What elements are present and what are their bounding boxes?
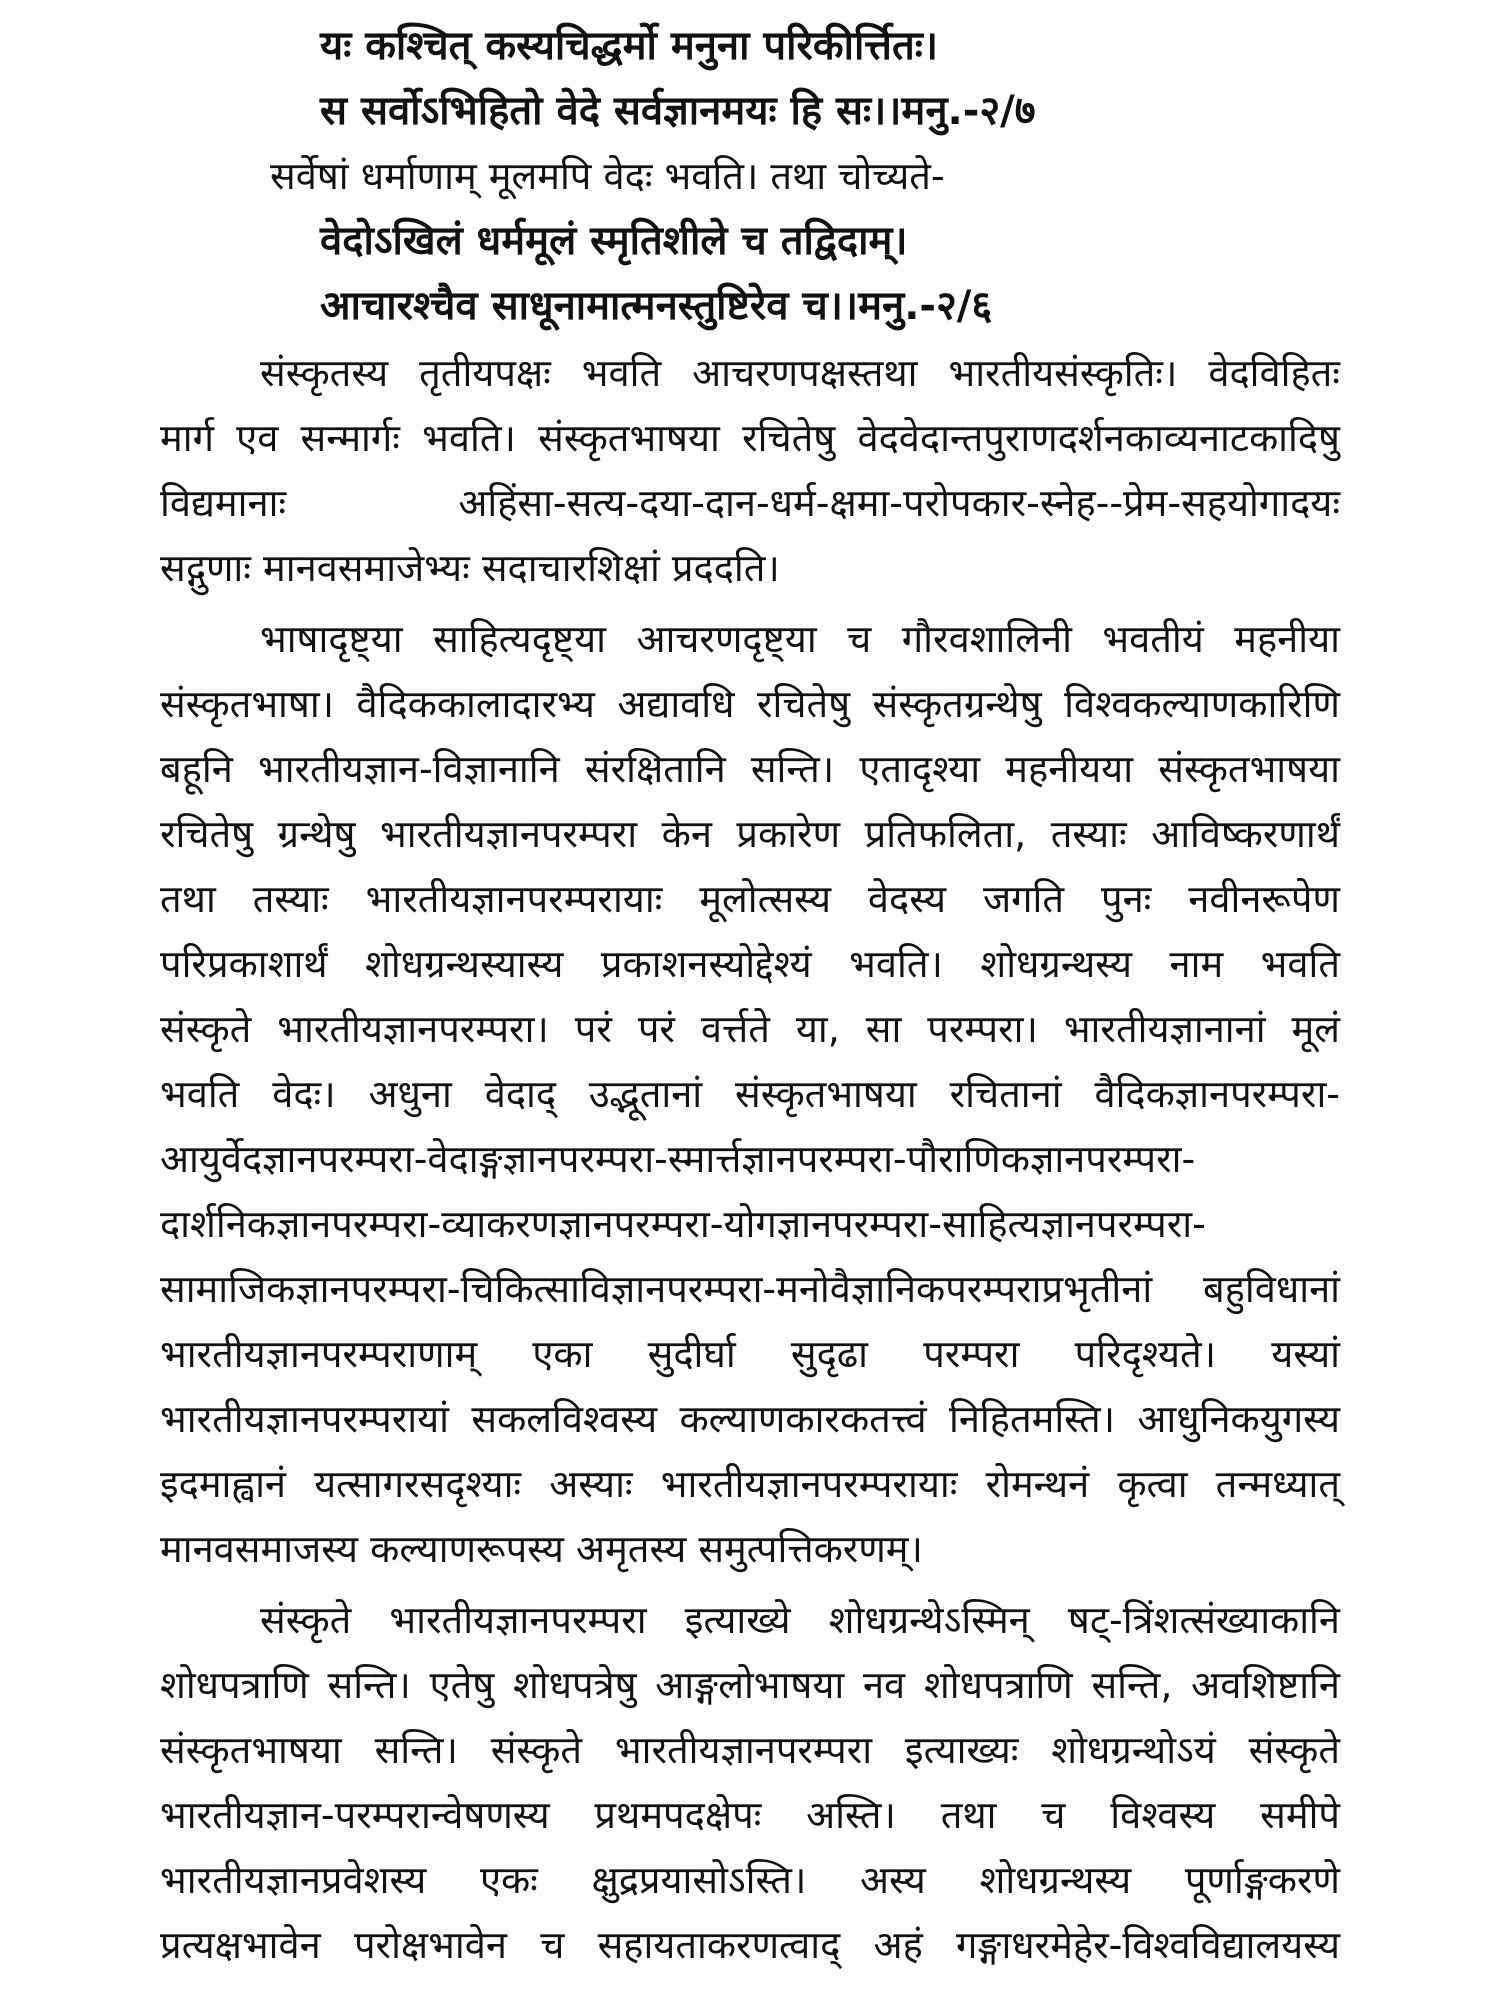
- paragraph-2-line-10: दार्शनिकज्ञानपरम्परा-व्याकरणज्ञानपरम्परा-योगज्ञानपरम्परा-साहित्यज्ञानपरम्परा-: [160, 1202, 1206, 1246]
- paragraph-3-line-5: भारतीयज्ञानप्रवेशस्य एकः क्षुद्रप्रयासोऽस्ति। अस्य शोधग्रन्थस्य पूर्णाङ्गकरणे: [160, 1858, 1340, 1902]
- paragraph-2-line-13: भारतीयज्ञानपरम्परायां सकलविश्वस्य कल्याणकारकतत्त्वं निहितमस्ति। आधुनिकयुगस्य: [160, 1397, 1340, 1441]
- paragraph-3-line-6: प्रत्यक्षभावेन परोक्षभावेन च सहायताकरणत्वाद् अहं गङ्गाधरमेहेर-विश्वविद्यालयस्य: [160, 1923, 1340, 1967]
- paragraph-2-line-5: तथा तस्याः भारतीयज्ञानपरम्परायाः मूलोत्सस्य वेदस्य जगति पुनः नवीनरूपेण: [160, 877, 1340, 921]
- paragraph-2-line-7: संस्कृते भारतीयज्ञानपरम्परा। परं परं वर्त्तते या, सा परम्परा। भारतीयज्ञानानां मूलं: [160, 1007, 1340, 1051]
- paragraph-3-line-1: संस्कृते भारतीयज्ञानपरम्परा इत्याख्ये शोधग्रन्थेऽस्मिन् षट्-त्रिंशत्संख्याकानि: [260, 1598, 1340, 1642]
- paragraph-2-line-14: इदमाह्वानं यत्सागरसदृश्याः अस्याः भारतीयज्ञानपरम्परायाः रोमन्थनं कृत्वा तन्मध्यात्: [160, 1462, 1340, 1506]
- paragraph-2-line-4: रचितेषु ग्रन्थेषु भारतीयज्ञानपरम्परा केन प्रकारेण प्रतिफलिता, तस्याः आविष्करणार्थं: [160, 812, 1340, 856]
- paragraph-2-line-1: भाषादृष्ट्या साहित्यदृष्ट्या आचरणदृष्ट्या च गौरवशालिनी भवतीयं महनीया: [260, 617, 1340, 661]
- verse-line-2: स सर्वोऽभिहितो वेदे सर्वज्ञानमयः हि सः।।मनु.-२/७: [320, 88, 1036, 134]
- verse-line-4: आचारश्चैव साधूनामात्मनस्तुष्टिरेव च।।मनु.-२/६: [320, 283, 993, 329]
- paragraph-1-line-2: मार्ग एव सन्मार्गः भवति। संस्कृतभाषया रचितेषु वेदवेदान्तपुराणदर्शनकाव्यनाटकादिषु: [160, 416, 1340, 460]
- paragraph-2-line-15: मानवसमाजस्य कल्याणरूपस्य अमृतस्य समुत्पत्तिकरणम्।: [160, 1527, 923, 1571]
- paragraph-2-line-8: भवति वेदः। अधुना वेदाद् उद्भूतानां संस्कृतभाषया रचितानां वैदिकज्ञानपरम्परा-: [160, 1072, 1340, 1116]
- paragraph-1-line-1: संस्कृतस्य तृतीयपक्षः भवति आचरणपक्षस्तथा भारतीयसंस्कृतिः। वेदविहितः: [260, 351, 1340, 395]
- verse-line-3: वेदोऽखिलं धर्ममूलं स्मृतिशीले च तद्विदाम्।: [320, 218, 908, 264]
- paragraph-3-line-2: शोधपत्राणि सन्ति। एतेषु शोधपत्रेषु आङ्गलोभाषया नव शोधपत्राणि सन्ति, अवशिष्टानि: [160, 1663, 1340, 1707]
- intro-line: सर्वेषां धर्माणाम् मूलमपि वेदः भवति। तथा चोच्यते-: [270, 154, 945, 198]
- paragraph-2-line-11: सामाजिकज्ञानपरम्परा-चिकित्साविज्ञानपरम्परा-मनोवैज्ञानिकपरम्पराप्रभृतीनां बहुविधानां: [160, 1267, 1340, 1311]
- paragraph-2-line-9: आयुर्वेदज्ञानपरम्परा-वेदाङ्गज्ञानपरम्परा-स्मार्त्तज्ञानपरम्परा-पौराणिकज्ञानपरम्परा-: [160, 1137, 1196, 1181]
- paragraph-1-line-3: विद्यमानाः अहिंसा-सत्य-दया-दान-धर्म-क्षमा-परोपकार-स्नेह--प्रेम-सहयोगादयः: [160, 481, 1340, 525]
- paragraph-2-line-12: भारतीयज्ञानपरम्पराणाम् एका सुदीर्घा सुदृढा परम्परा परिदृश्यते। यस्यां: [160, 1332, 1340, 1376]
- paragraph-2-line-3: बहूनि भारतीयज्ञान-विज्ञानानि संरक्षितानि सन्ति। एतादृश्या महनीयया संस्कृतभाषया: [160, 747, 1340, 791]
- verse-line-1: यः कश्चित् कस्यचिद्धर्मो मनुना परिकीर्त्तितः।: [320, 23, 938, 69]
- paragraph-2-line-2: संस्कृतभाषा। वैदिककालादारभ्य अद्यावधि रचितेषु संस्कृतग्रन्थेषु विश्वकल्याणकारिणि: [160, 682, 1340, 726]
- paragraph-3-line-4: भारतीयज्ञान-परम्परान्वेषणस्य प्रथमपदक्षेपः अस्ति। तथा च विश्वस्य समीपे: [160, 1793, 1340, 1837]
- paragraph-3-line-3: संस्कृतभाषया सन्ति। संस्कृते भारतीयज्ञानपरम्परा इत्याख्यः शोधग्रन्थोऽयं संस्कृते: [160, 1728, 1340, 1772]
- paragraph-2-line-6: परिप्रकाशार्थं शोधग्रन्थस्यास्य प्रकाशनस्योद्देश्यं भवति। शोधग्रन्थस्य नाम भवति: [160, 942, 1340, 986]
- paragraph-1-line-4: सद्गुणाः मानवसमाजेभ्यः सदाचारशिक्षां प्रददति।: [160, 546, 780, 590]
